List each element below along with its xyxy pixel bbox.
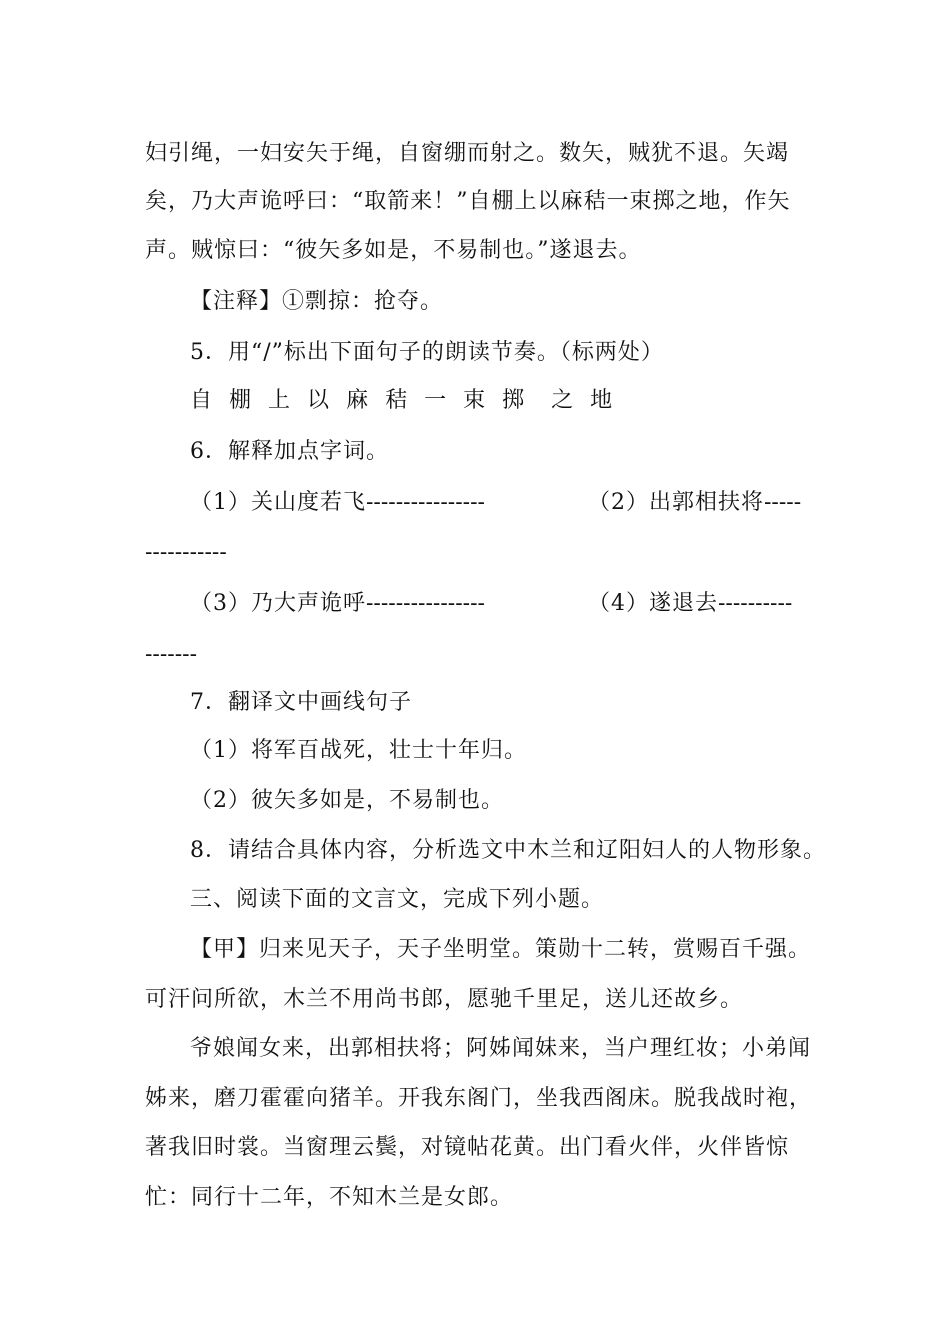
rhythm-char: 掷 [502,388,526,413]
rhythm-char: 地 [590,388,614,413]
q7-item-1: （1）将军百战死，壮士十年归。 [190,738,527,763]
jia-line-2: 可汗问所欲，木兰不用尚书郎，愿驰千里足，送儿还故乡。 [145,987,744,1012]
answer-blank-3[interactable]: ---------------- [366,591,485,616]
q6-item-3 [190,589,485,619]
question-6: 6．解释加点字词。 [190,439,389,464]
answer-blank-4[interactable]: ---------- [718,591,793,616]
rhythm-char: 以 [307,388,331,413]
answer-blank-1[interactable]: ---------------- [366,490,485,515]
annotation-note: 【注释】①剽掠：抢夺。 [190,289,444,314]
q6-item-1 [190,488,485,518]
q6-item-3-label: （3）乃大声诡呼 [190,591,366,616]
q6-item-4 [588,589,792,619]
q6-item-2 [588,488,801,518]
passage-line-1: 妇引绳，一妇安矢于绳，自窗绷而射之。数矢，贼犹不退。矢竭 [145,141,790,166]
jia-line-4: 姊来，磨刀霍霍向猪羊。开我东阁门，坐我西阁床。脱我战时袍， [145,1086,813,1111]
rhythm-sentence [190,386,629,416]
question-8: 8．请结合具体内容，分析选文中木兰和辽阳妇人的人物形象。 [190,838,826,863]
jia-line-3: 爷娘闻女来，出郭相扶将；阿姊闻妹来，当户理红妆；小弟闻 [190,1036,812,1061]
q6-item-2-label: （2）出郭相扶将 [588,490,764,515]
rhythm-char: 上 [268,388,292,413]
question-7: 7．翻译文中画线句子 [190,690,412,715]
passage-line-2: 矣，乃大声诡呼曰：“取箭来！”自棚上以麻秸一束掷之地，作矢 [145,189,791,214]
jia-line-5: 著我旧时裳。当窗理云鬓，对镜帖花黄。出门看火伴，火伴皆惊 [145,1135,790,1160]
rhythm-char: 自 [190,388,214,413]
jia-line-6: 忙：同行十二年，不知木兰是女郎。 [145,1185,514,1210]
answer-blank-2-cont[interactable]: ----------- [145,540,227,565]
q6-item-1-label: （1）关山度若飞 [190,490,366,515]
passage-line-3: 声。贼惊曰：“彼矢多如是，不易制也。”遂退去。 [145,238,642,263]
q7-item-2: （2）彼矢多如是，不易制也。 [190,788,504,813]
question-5: 5．用“/”标出下面句子的朗读节奏。（标两处） [190,340,664,365]
rhythm-char: 棚 [229,388,253,413]
rhythm-char: 麻 [346,388,370,413]
jia-line-1: 【甲】归来见天子，天子坐明堂。策勋十二转，赏赐百千强。 [190,937,812,962]
rhythm-char: 束 [463,388,487,413]
rhythm-char: 秸 [385,388,409,413]
section-3-heading: 三、阅读下面的文言文，完成下列小题。 [190,887,605,912]
rhythm-char: 之 [551,388,575,413]
q6-item-4-label: （4）遂退去 [588,591,718,616]
rhythm-char: 一 [424,388,448,413]
answer-blank-2[interactable]: ----- [764,490,802,515]
answer-blank-4-cont[interactable]: ------- [145,642,198,667]
